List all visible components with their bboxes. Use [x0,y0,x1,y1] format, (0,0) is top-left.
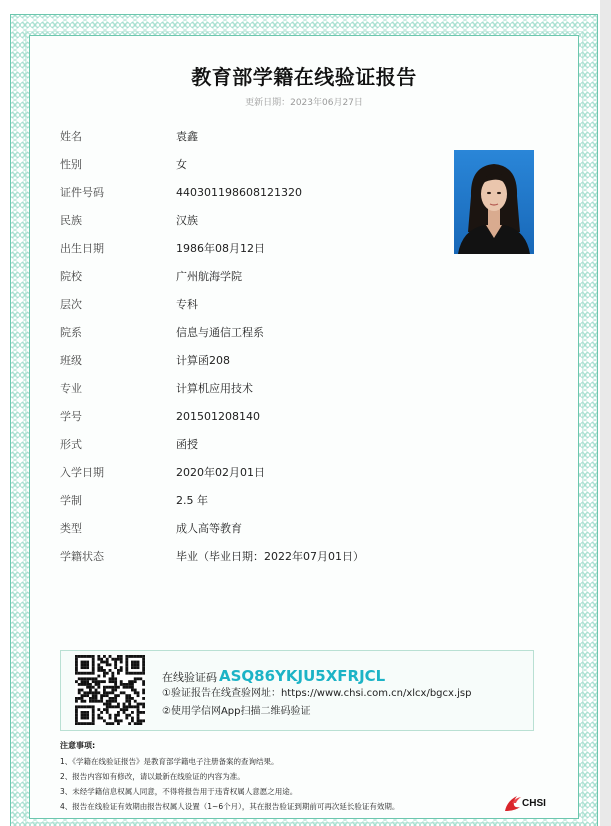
field-row-status [60,543,440,571]
major-label: 专业 [60,382,82,395]
level-label: 层次 [60,298,82,311]
field-row-enrollment-date [60,459,440,487]
note-item: 4、报告在线验证有效期由报告权属人设置（1~6个月），其在报告验证到期前可再次延长验证有效期。 [60,802,400,811]
duration-value: 2.5 年 [176,494,208,507]
class-label: 班级 [60,354,82,367]
study-mode-value: 函授 [176,438,198,451]
verification-app-line: ②使用学信网App扫描二维码验证 [162,706,311,717]
field-row-level [60,291,440,319]
verification-url-line: ①验证报告在线查验网址：https://www.chsi.com.cn/xlcx/bgcx.jsp [162,688,472,699]
note-item: 1、《学籍在线验证报告》是教育部学籍电子注册备案的查询结果。 [60,757,279,766]
student-id-label: 学号 [60,410,82,423]
chsi-logo [503,793,553,813]
field-row-school [60,263,440,291]
qr-code-icon [75,655,145,725]
verification-box [60,650,534,731]
field-row-ethnicity [60,207,440,235]
field-row-study-mode [60,431,440,459]
field-row-department [60,319,440,347]
duration-label: 学制 [60,494,82,507]
verification-code-label: 在线验证码 [162,671,217,684]
update-date: 更新日期：2023年06月27日 [245,98,363,108]
student-id-value: 201501208140 [176,410,260,423]
logo-text: CHSI [522,798,546,809]
status-label: 学籍状态 [60,550,104,563]
birth-date-value: 1986年08月12日 [176,242,265,255]
field-row-birth-date [60,235,440,263]
type-label: 类型 [60,522,82,535]
level-value: 专科 [176,298,198,311]
name-value: 袁鑫 [176,130,198,143]
class-value: 计算函208 [176,354,230,367]
note-item: 3、未经学籍信息权属人同意，不得将报告用于违背权属人意愿之用途。 [60,787,298,796]
field-row-type [60,515,440,543]
gender-label: 性别 [60,158,82,171]
name-label: 姓名 [60,130,82,143]
page-title: 教育部学籍在线验证报告 [191,65,417,89]
department-value: 信息与通信工程系 [176,326,264,339]
type-value: 成人高等教育 [176,522,242,535]
notes-section [60,739,490,814]
id-number-value: 440301198608121320 [176,186,302,199]
ethnicity-value: 汉族 [176,214,198,227]
major-value: 计算机应用技术 [176,382,253,395]
notes-heading: 注意事项: [60,741,96,750]
verification-code-line [162,667,522,685]
enrollment-date-value: 2020年02月01日 [176,466,265,479]
field-row-name [60,123,440,151]
note-item: 2、报告内容如有修改，请以最新在线验证的内容为准。 [60,772,245,781]
chsi-logo-icon [503,793,523,813]
id-number-label: 证件号码 [60,186,104,199]
field-row-student-id [60,403,440,431]
portrait-photo [454,150,534,254]
field-row-major [60,375,440,403]
ethnicity-label: 民族 [60,214,82,227]
status-value: 毕业（毕业日期：2022年07月01日） [176,550,364,563]
gender-value: 女 [176,158,187,171]
school-value: 广州航海学院 [176,270,242,283]
student-info-list [60,123,440,571]
verification-text [162,667,522,721]
field-row-duration [60,487,440,515]
birth-date-label: 出生日期 [60,242,104,255]
department-label: 院系 [60,326,82,339]
study-mode-label: 形式 [60,438,82,451]
field-row-gender [60,151,440,179]
school-label: 院校 [60,270,82,283]
field-row-id-number [60,179,440,207]
enrollment-date-label: 入学日期 [60,466,104,479]
field-row-class [60,347,440,375]
verification-code: ASQ86YKJU5XFRJCL [219,667,386,685]
